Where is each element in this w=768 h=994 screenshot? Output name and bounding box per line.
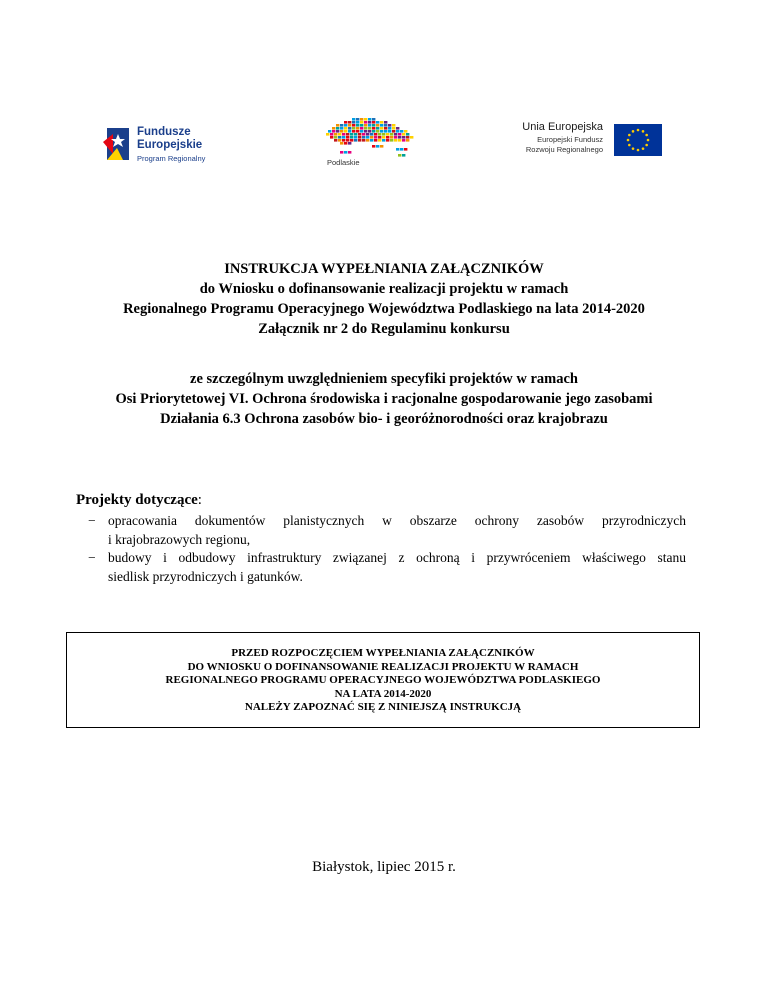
document-title <box>0 259 768 339</box>
logo-bar <box>0 118 768 178</box>
list-dash: − <box>88 550 96 565</box>
place-date: Białystok, lipiec 2015 r. <box>312 859 456 875</box>
list-dash: − <box>88 513 96 528</box>
notice-line5: NALEŻY ZAPOZNAĆ SIĘ Z NINIEJSZĄ INSTRUKCJĄ <box>244 701 522 713</box>
podlaskie-label: Podlaskie <box>327 158 360 167</box>
ue-title: Unia Europejska <box>522 121 603 133</box>
fe-logo-line2: Europejskie <box>137 139 203 151</box>
projects-heading <box>76 490 202 510</box>
fundusze-europejskie-logo <box>103 124 243 164</box>
document-subtitle <box>0 369 768 429</box>
ue-line1: Europejski Fundusz <box>537 135 603 144</box>
notice-line2: DO WNIOSKU O DOFINANSOWANIE REALIZACJI PROJEKTU W RAMACH <box>187 660 579 673</box>
ue-line2: Rozwoju Regionalnego <box>525 145 603 154</box>
notice-line3: REGIONALNEGO PROGRAMU OPERACYJNEGO WOJEWÓDZTWA PODLASKIEGO <box>165 674 601 686</box>
subtitle-line3: Działania 6.3 Ochrona zasobów bio- i georóżnorodności oraz krajobrazu <box>160 411 608 427</box>
projects-list <box>88 512 686 586</box>
fe-logo-line1: Fundusze <box>137 126 191 138</box>
title-line2: do Wniosku o dofinansowanie realizacji projektu w ramach <box>199 281 569 297</box>
list-item-line1: opracowania dokumentów planistycznych w obszarze ochrony zasobów przyrodniczych <box>108 513 686 528</box>
podlaskie-logo <box>322 118 422 174</box>
notice-box <box>66 632 700 728</box>
bison-mosaic-icon <box>322 118 422 158</box>
eu-flag-icon <box>614 124 662 156</box>
projects-heading-colon: : <box>197 492 202 508</box>
subtitle-line1: ze szczególnym uwzględnieniem specyfiki projektów w ramach <box>190 371 578 387</box>
notice-line4: NA LATA 2014-2020 <box>334 687 432 700</box>
list-item-line2: siedlisk przyrodniczych i gatunków. <box>108 568 303 584</box>
title-line3: Regionalnego Programu Operacyjnego Województwa Podlaskiego na lata 2014-2020 <box>123 301 645 317</box>
unia-europejska-logo <box>513 122 693 166</box>
title-line4: Załącznik nr 2 do Regulaminu konkursu <box>258 321 510 337</box>
list-item-line1: budowy i odbudowy infrastruktury związanej z ochroną i przywróceniem właściwego stanu <box>108 550 686 565</box>
list-item <box>88 512 686 549</box>
list-item <box>88 549 686 586</box>
title-line1: INSTRUKCJA WYPEŁNIANIA ZAŁĄCZNIKÓW <box>224 261 544 277</box>
projects-heading-text: Projekty dotyczące <box>76 492 198 508</box>
list-item-line2: i krajobrazowych regionu, <box>108 531 251 547</box>
notice-line1: PRZED ROZPOCZĘCIEM WYPEŁNIANIA ZAŁĄCZNIKÓW <box>231 647 535 659</box>
fe-star-icon <box>103 124 133 164</box>
fe-logo-line3: Program Regionalny <box>137 154 206 163</box>
subtitle-line2: Osi Priorytetowej VI. Ochrona środowiska i racjonalne gospodarowanie jego zasobami <box>115 391 653 407</box>
